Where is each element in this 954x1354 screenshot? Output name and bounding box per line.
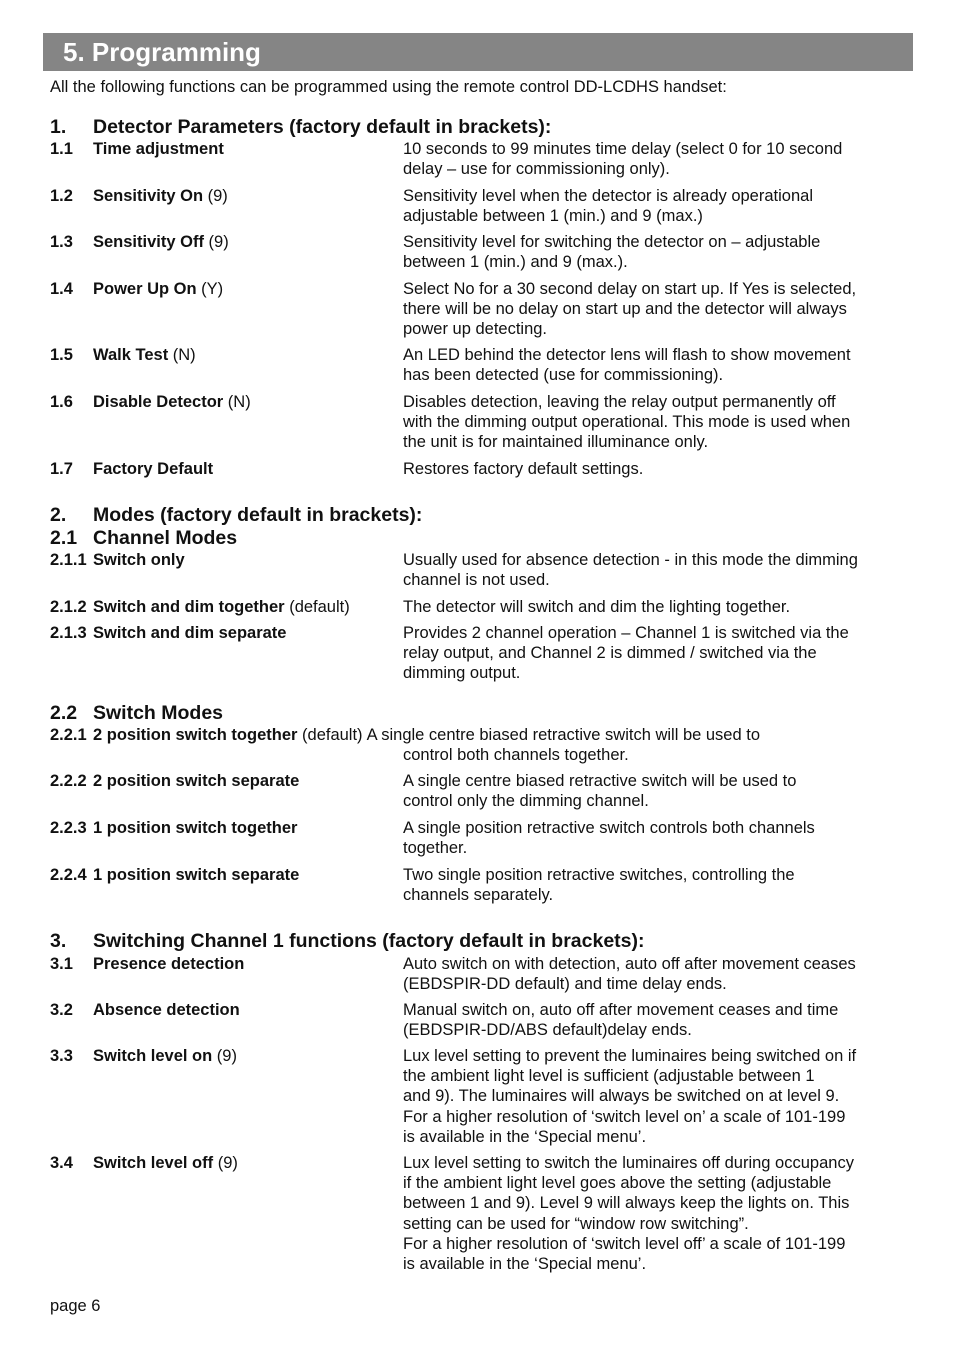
description-line: Select No for a 30 second delay on start up. If Yes is selected, [403, 280, 857, 298]
section-banner [43, 33, 913, 71]
description-line: together. [403, 839, 468, 858]
item-number: 3.3 [50, 1047, 73, 1065]
item-default: (Y) [196, 280, 224, 298]
item-name: Switch level off [93, 1154, 214, 1172]
item-default: (9) [203, 233, 229, 251]
item-label [50, 459, 213, 479]
description-line: Usually used for absence detection - in this mode the dimming [403, 551, 858, 569]
item-default: (N) [168, 346, 196, 364]
description-line: A single position retractive switch controls both channels [403, 819, 815, 837]
item-description [403, 186, 913, 226]
description-line: adjustable between 1 (min.) and 9 (max.) [403, 207, 703, 226]
item-number: 1.4 [50, 280, 73, 298]
item-name: Switch level on [93, 1047, 213, 1065]
description-line: The detector will switch and dim the lighting together. [403, 598, 791, 616]
item-name: Sensitivity On [93, 187, 204, 205]
item-label [50, 865, 299, 885]
item-number: 1.1 [50, 140, 73, 158]
item-label [50, 550, 185, 570]
item-name: Walk Test [93, 346, 169, 364]
item-number: 3.4 [50, 1154, 73, 1172]
description-line: channels separately. [403, 886, 554, 905]
description-line: (EBDSPIR-DD default) and time delay ends. [403, 975, 727, 994]
description-line: setting can be used for “window row switching”. [403, 1214, 749, 1233]
description-line: An LED behind the detector lens will flash to show movement [403, 346, 851, 364]
item-number: 2.1.3 [50, 624, 87, 642]
description-line: Sensitivity level for switching the detector on – adjustable [403, 233, 821, 251]
description-line: control only the dimming channel. [403, 792, 649, 811]
item-number: 1.5 [50, 346, 73, 364]
item-number: 2.2.2 [50, 772, 87, 790]
item-number: 2.2.1 [50, 726, 87, 744]
description-line: Provides 2 channel operation – Channel 1 is switched via the [403, 624, 849, 642]
item-description [403, 1046, 913, 1147]
item-name: Switch and dim together [93, 598, 285, 616]
item-label [50, 771, 299, 791]
item-description [403, 279, 913, 340]
item-description [403, 459, 913, 479]
item-default: (9) [213, 1154, 238, 1172]
item-description [403, 232, 913, 272]
item-label [50, 1000, 240, 1020]
description-line: Sensitivity level when the detector is already operational [403, 187, 813, 205]
page-title: 5. Programming [63, 37, 261, 67]
item-label [50, 139, 224, 159]
item-name: Switch only [93, 551, 185, 569]
description-line: if the ambient light level goes above the setting (adjustable [403, 1174, 832, 1193]
item-label [50, 725, 363, 745]
section-heading: 3. Switching Channel 1 functions (factory default in brackets): [50, 930, 645, 952]
description-line: with the dimming output operational. This mode is used when [403, 413, 851, 432]
item-description [366, 725, 905, 765]
item-number: 1.2 [50, 187, 73, 205]
description-line: and 9). The luminaires will always be switched on at level 9. [403, 1087, 840, 1106]
description-line: Auto switch on with detection, auto off after movement ceases [403, 955, 856, 973]
item-description [403, 623, 913, 684]
item-number: 1.3 [50, 233, 73, 251]
description-line: between 1 and 9). Level 9 will always keep the lights on. This [403, 1194, 850, 1213]
item-description [403, 597, 913, 617]
item-name: Time adjustment [93, 140, 224, 158]
item-label [50, 1046, 237, 1066]
description-line: (EBDSPIR-DD/ABS default)delay ends. [403, 1021, 692, 1040]
item-label [50, 1153, 238, 1173]
description-line: Two single position retractive switches, controlling the [403, 866, 795, 884]
item-name: Disable Detector [93, 393, 224, 411]
description-line: relay output, and Channel 2 is dimmed / switched via the [403, 644, 817, 663]
item-number: 3.1 [50, 955, 73, 973]
item-number: 2.2.4 [50, 866, 87, 884]
item-name: Absence detection [93, 1001, 240, 1019]
item-name: Switch and dim separate [93, 624, 287, 642]
description-line: For a higher resolution of ‘switch level on’ a scale of 101-199 [403, 1107, 846, 1126]
item-name: 2 position switch separate [93, 772, 300, 790]
description-line: is available in the ‘Special menu’. [403, 1127, 647, 1146]
item-number: 1.7 [50, 460, 73, 478]
item-default: (N) [223, 393, 251, 411]
description-line: control both channels together. [403, 746, 629, 765]
section-heading: 2. Modes (factory default in brackets): [50, 504, 423, 526]
item-description [403, 139, 913, 179]
description-line: channel is not used. [403, 571, 550, 590]
item-default: (default) [297, 726, 363, 744]
item-default: (9) [203, 187, 228, 205]
item-number: 1.6 [50, 393, 73, 411]
intro-text: All the following functions can be programmed using the remote control DD-LCDHS handset: [50, 78, 727, 96]
item-number: 2.2.3 [50, 819, 87, 837]
item-name: Factory Default [93, 460, 214, 478]
description-line: there will be no delay on start up and the detector will always [403, 300, 847, 319]
item-label [50, 597, 350, 617]
item-name: Presence detection [93, 955, 245, 973]
description-line: the ambient light level is sufficient (adjustable between 1 [403, 1067, 815, 1086]
description-line: dimming output. [403, 664, 521, 683]
subsection-heading: 2.2 Switch Modes [50, 702, 224, 724]
description-line: Lux level setting to prevent the luminaires being switched on if [403, 1047, 857, 1065]
item-label [50, 623, 286, 643]
item-description [403, 954, 913, 994]
item-description [403, 345, 913, 385]
item-number: 2.1.1 [50, 551, 87, 569]
item-description [403, 818, 913, 858]
description-line: the unit is for maintained illuminance only. [403, 433, 709, 452]
description-line: A single centre biased retractive switch will be used to [366, 726, 761, 744]
description-line: is available in the ‘Special menu’. [403, 1255, 647, 1274]
item-name: Power Up On [93, 280, 197, 298]
item-label [50, 232, 229, 252]
description-line: has been detected (use for commissioning). [403, 366, 724, 385]
item-label [50, 279, 223, 299]
item-number: 2.1.2 [50, 598, 87, 616]
description-line: delay – use for commissioning only). [403, 160, 670, 179]
item-label [50, 954, 244, 974]
description-line: power up detecting. [403, 320, 548, 339]
description-line: Manual switch on, auto off after movement ceases and time [403, 1001, 839, 1019]
item-description [403, 865, 913, 905]
description-line: Disables detection, leaving the relay output permanently off [403, 393, 836, 411]
section-heading: 1. Detector Parameters (factory default in brackets): [50, 116, 552, 138]
item-description [403, 392, 913, 453]
description-line: For a higher resolution of ‘switch level off’ a scale of 101-199 [403, 1234, 846, 1253]
item-default: (default) [284, 598, 350, 616]
description-line: between 1 (min.) and 9 (max.). [403, 253, 628, 272]
item-label [50, 186, 228, 206]
description-line: Lux level setting to switch the luminaires off during occupancy [403, 1154, 854, 1172]
item-number: 3.2 [50, 1001, 73, 1019]
item-name: 2 position switch together [93, 726, 298, 744]
description-line: A single centre biased retractive switch will be used to [403, 772, 797, 790]
description-line: 10 seconds to 99 minutes time delay (select 0 for 10 second [403, 140, 843, 158]
item-label [50, 345, 196, 365]
item-name: 1 position switch separate [93, 866, 300, 884]
item-label [50, 818, 297, 838]
item-default: (9) [212, 1047, 237, 1065]
item-description [403, 550, 913, 590]
item-label [50, 392, 251, 412]
description-line: Restores factory default settings. [403, 460, 644, 478]
subsection-heading: 2.1 Channel Modes [50, 527, 238, 549]
item-description [403, 771, 913, 811]
item-description [403, 1153, 913, 1274]
item-name: Sensitivity Off [93, 233, 204, 251]
item-name: 1 position switch together [93, 819, 298, 837]
item-description [403, 1000, 913, 1040]
page-number: page 6 [50, 1297, 101, 1315]
